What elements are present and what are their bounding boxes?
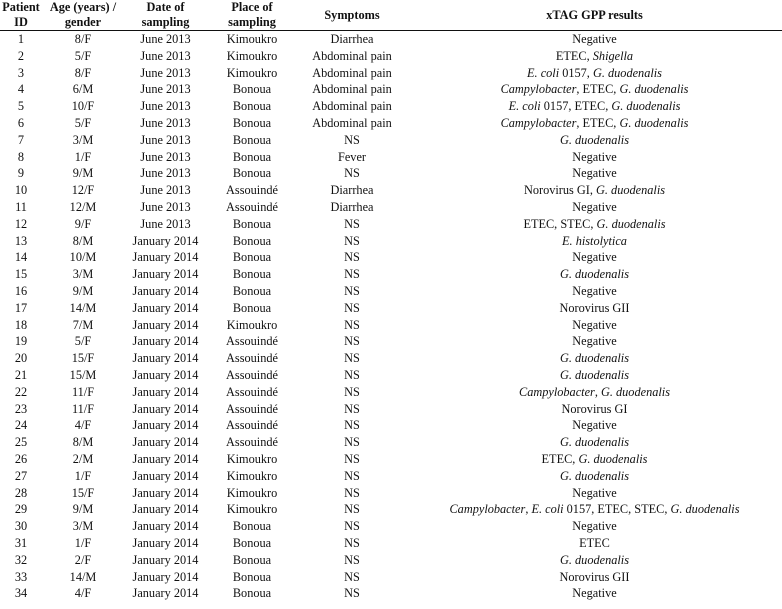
cell-age-gender: 7/M	[72, 317, 94, 332]
cell-result	[407, 367, 782, 384]
cell-age-gender: 8/F	[74, 32, 92, 46]
cell-result	[407, 417, 782, 434]
cell-patient-id: 15	[14, 267, 28, 282]
cell-age-gender: 12/F	[71, 183, 95, 198]
cell-symptoms: NS	[344, 401, 360, 416]
cell-age-gender: 1/F	[74, 468, 92, 483]
table-row	[0, 165, 782, 182]
cell-date: January 2014	[132, 233, 199, 248]
result-organism-italic: G. duodenalis	[592, 65, 662, 80]
result-text: 0157,	[559, 65, 593, 80]
header-age-gender: Age (years) / gender	[42, 0, 124, 31]
cell-date: January 2014	[132, 384, 199, 399]
cell-result	[407, 451, 782, 468]
cell-patient-id: 8	[17, 149, 25, 164]
cell-result	[407, 149, 782, 166]
cell-symptoms: NS	[344, 535, 360, 550]
result-text: Norovirus GI	[561, 401, 628, 416]
cell-patient-id: 2	[17, 48, 25, 63]
cell-patient-id: 27	[14, 468, 28, 483]
table-row	[0, 585, 782, 602]
cell-symptoms: NS	[344, 351, 360, 366]
cell-patient-id: 32	[14, 552, 28, 567]
cell-result	[407, 48, 782, 65]
cell-place: Bonoua	[232, 149, 272, 164]
cell-symptoms: NS	[344, 586, 360, 601]
result-text: Negative	[572, 586, 617, 601]
cell-result	[407, 266, 782, 283]
cell-symptoms: Abdominal pain	[312, 99, 392, 114]
cell-result	[407, 249, 782, 266]
cell-age-gender: 14/M	[69, 569, 97, 584]
cell-date: January 2014	[132, 351, 199, 366]
cell-patient-id: 22	[14, 384, 28, 399]
cell-date: January 2014	[132, 267, 199, 282]
cell-patient-id: 3	[17, 65, 25, 80]
cell-symptoms: Abdominal pain	[312, 115, 392, 130]
header-result: xTAG GPP results	[407, 0, 782, 31]
cell-date: January 2014	[132, 502, 199, 517]
cell-age-gender: 12/M	[69, 199, 97, 214]
cell-age-gender: 2/M	[72, 451, 94, 466]
table-row	[0, 451, 782, 468]
table-row	[0, 48, 782, 65]
cell-age-gender: 4/F	[74, 586, 92, 601]
table-row	[0, 535, 782, 552]
cell-patient-id: 20	[14, 351, 28, 366]
cell-result	[407, 401, 782, 418]
cell-date: January 2014	[132, 367, 199, 382]
result-text: Negative	[572, 32, 617, 46]
cell-date: June 2013	[140, 149, 191, 164]
cell-place: Bonoua	[232, 233, 272, 248]
cell-place: Kimoukro	[226, 32, 278, 46]
cell-symptoms: NS	[344, 552, 360, 567]
cell-symptoms: NS	[344, 300, 360, 315]
cell-place: Kimoukro	[226, 485, 278, 500]
cell-patient-id: 11	[15, 199, 27, 214]
cell-patient-id: 29	[14, 502, 28, 517]
result-text: Negative	[572, 334, 617, 349]
cell-age-gender: 11/F	[71, 401, 95, 416]
table-row	[0, 333, 782, 350]
cell-result	[407, 552, 782, 569]
cell-place: Assouindé	[226, 384, 278, 399]
cell-place: Bonoua	[232, 552, 272, 567]
cell-patient-id: 4	[17, 82, 25, 97]
cell-place: Bonoua	[232, 300, 272, 315]
cell-place: Assouindé	[226, 401, 278, 416]
cell-place: Bonoua	[232, 132, 272, 147]
cell-date: January 2014	[132, 535, 199, 550]
cell-patient-id: 23	[14, 401, 28, 416]
cell-patient-id: 21	[14, 367, 28, 382]
table-row	[0, 518, 782, 535]
cell-result	[407, 115, 782, 132]
result-text: Negative	[572, 317, 617, 332]
table-row	[0, 350, 782, 367]
cell-patient-id: 6	[17, 115, 25, 130]
result-text: Negative	[572, 519, 617, 534]
cell-age-gender: 8/M	[72, 435, 94, 450]
cell-date: June 2013	[140, 99, 191, 114]
table-row	[0, 569, 782, 586]
cell-date: January 2014	[132, 451, 199, 466]
cell-place: Bonoua	[232, 99, 272, 114]
cell-place: Assouindé	[226, 418, 278, 433]
result-organism-italic: Campylobacter	[500, 115, 577, 130]
table-row	[0, 283, 782, 300]
result-organism-italic: G. duodenalis	[596, 216, 666, 231]
result-organism-italic: G. duodenalis	[560, 367, 629, 382]
cell-result	[407, 283, 782, 300]
cell-result	[407, 81, 782, 98]
result-organism-italic: G. duodenalis	[619, 82, 689, 97]
cell-date: June 2013	[140, 183, 191, 198]
result-organism-italic: G. duodenalis	[560, 435, 629, 450]
table-row	[0, 266, 782, 283]
cell-symptoms: NS	[344, 317, 360, 332]
cell-result	[407, 300, 782, 317]
result-organism-italic: G. duodenalis	[619, 115, 689, 130]
cell-symptoms: NS	[344, 435, 360, 450]
cell-symptoms: Diarrhea	[330, 32, 374, 46]
cell-result	[407, 98, 782, 115]
cell-place: Bonoua	[232, 115, 272, 130]
cell-place: Bonoua	[232, 267, 272, 282]
cell-patient-id: 14	[14, 250, 28, 265]
cell-place: Assouindé	[226, 199, 278, 214]
cell-date: June 2013	[140, 115, 191, 130]
cell-place: Bonoua	[232, 166, 272, 181]
table-row	[0, 367, 782, 384]
result-text: Negative	[572, 199, 617, 214]
table-row	[0, 81, 782, 98]
cell-place: Assouindé	[226, 334, 278, 349]
cell-symptoms: NS	[344, 502, 360, 517]
cell-result	[407, 485, 782, 502]
cell-place: Bonoua	[232, 82, 272, 97]
cell-place: Assouindé	[226, 183, 278, 198]
cell-patient-id: 19	[14, 334, 28, 349]
cell-date: June 2013	[140, 82, 191, 97]
cell-result	[407, 233, 782, 250]
cell-symptoms: NS	[344, 283, 360, 298]
cell-patient-id: 33	[14, 569, 28, 584]
cell-date: January 2014	[132, 519, 199, 534]
cell-date: January 2014	[132, 569, 199, 584]
cell-symptoms: NS	[344, 418, 360, 433]
cell-place: Kimoukro	[226, 468, 278, 483]
cell-age-gender: 1/F	[74, 149, 92, 164]
table-row	[0, 317, 782, 334]
cell-patient-id: 18	[14, 317, 28, 332]
cell-symptoms: NS	[344, 132, 360, 147]
cell-age-gender: 9/F	[74, 216, 92, 231]
table-row	[0, 65, 782, 82]
cell-result	[407, 518, 782, 535]
header-place: Place of sampling	[207, 0, 297, 31]
cell-symptoms: Diarrhea	[330, 183, 374, 198]
cell-age-gender: 3/M	[72, 132, 94, 147]
cell-age-gender: 3/M	[72, 519, 94, 534]
result-text: ETEC,	[541, 451, 579, 466]
cell-place: Bonoua	[232, 586, 272, 601]
cell-symptoms: NS	[344, 485, 360, 500]
table-header	[0, 0, 782, 31]
table-row	[0, 98, 782, 115]
cell-result	[407, 468, 782, 485]
result-text: 0157, ETEC,	[540, 99, 612, 114]
cell-date: June 2013	[140, 132, 191, 147]
cell-date: June 2013	[140, 65, 191, 80]
cell-date: January 2014	[132, 435, 199, 450]
cell-patient-id: 5	[17, 99, 25, 114]
result-text: , ETEC,	[576, 115, 620, 130]
cell-age-gender: 10/F	[71, 99, 95, 114]
result-organism-italic: E. histolytica	[562, 233, 627, 248]
cell-date: January 2014	[132, 283, 199, 298]
cell-patient-id: 26	[14, 451, 28, 466]
cell-patient-id: 1	[17, 32, 25, 46]
cell-patient-id: 12	[14, 216, 28, 231]
cell-age-gender: 15/F	[71, 485, 95, 500]
cell-age-gender: 15/F	[71, 351, 95, 366]
cell-symptoms: NS	[344, 216, 360, 231]
cell-symptoms: Abdominal pain	[312, 65, 392, 80]
cell-place: Bonoua	[232, 569, 272, 584]
cell-result	[407, 350, 782, 367]
cell-result	[407, 165, 782, 182]
cell-age-gender: 10/M	[69, 250, 97, 265]
cell-place: Kimoukro	[226, 48, 278, 63]
cell-age-gender: 3/M	[72, 267, 94, 282]
cell-date: January 2014	[132, 250, 199, 265]
cell-result	[407, 569, 782, 586]
result-text: 0157, ETEC, STEC,	[563, 502, 671, 517]
result-text: ,	[525, 502, 532, 517]
cell-place: Assouindé	[226, 435, 278, 450]
cell-place: Assouindé	[226, 367, 278, 382]
result-organism-italic: G. duodenalis	[600, 384, 670, 399]
cell-age-gender: 9/M	[72, 283, 94, 298]
result-organism-italic: Campylobacter	[519, 384, 595, 399]
cell-result	[407, 501, 782, 518]
result-organism-italic: G. duodenalis	[560, 552, 629, 567]
result-organism-italic: E. coli	[508, 99, 541, 114]
cell-result	[407, 132, 782, 149]
cell-age-gender: 4/F	[74, 418, 92, 433]
cell-patient-id: 17	[14, 300, 28, 315]
cell-symptoms: NS	[344, 267, 360, 282]
result-text: , ETEC,	[576, 82, 620, 97]
result-text: Negative	[572, 283, 617, 298]
cell-symptoms: Abdominal pain	[312, 82, 392, 97]
cell-symptoms: NS	[344, 569, 360, 584]
cell-symptoms: NS	[344, 519, 360, 534]
result-organism-italic: G. duodenalis	[560, 351, 629, 366]
cell-result	[407, 434, 782, 451]
cell-date: January 2014	[132, 401, 199, 416]
cell-age-gender: 1/F	[74, 535, 92, 550]
cell-symptoms: Diarrhea	[330, 199, 374, 214]
result-organism-italic: G. duodenalis	[670, 502, 740, 517]
cell-date: January 2014	[132, 418, 199, 433]
header-patient-id: Patient ID	[0, 0, 42, 31]
cell-date: June 2013	[140, 216, 191, 231]
result-organism-italic: G. duodenalis	[596, 183, 666, 198]
cell-result	[407, 333, 782, 350]
table-row	[0, 31, 782, 48]
cell-patient-id: 13	[14, 233, 28, 248]
header-symptoms: Symptoms	[297, 0, 407, 31]
cell-age-gender: 8/F	[74, 65, 92, 80]
table-row	[0, 149, 782, 166]
cell-age-gender: 5/F	[74, 48, 92, 63]
table-row	[0, 132, 782, 149]
header-date: Date of sampling	[124, 0, 207, 31]
cell-date: June 2013	[140, 48, 191, 63]
cell-symptoms: NS	[344, 166, 360, 181]
cell-symptoms: NS	[344, 468, 360, 483]
cell-patient-id: 16	[14, 283, 28, 298]
cell-symptoms: NS	[344, 384, 360, 399]
cell-symptoms: NS	[344, 334, 360, 349]
table-row	[0, 501, 782, 518]
result-text: Negative	[572, 418, 617, 433]
result-text: ETEC,	[555, 48, 593, 63]
cell-age-gender: 6/M	[72, 82, 94, 97]
result-text: Negative	[572, 250, 617, 265]
result-organism-italic: G. duodenalis	[611, 99, 681, 114]
cell-result	[407, 317, 782, 334]
cell-patient-id: 7	[17, 132, 25, 147]
cell-place: Kimoukro	[226, 502, 278, 517]
result-organism-italic: G. duodenalis	[560, 468, 629, 483]
result-organism-italic: E. coli	[531, 502, 564, 517]
result-organism-italic: E. coli	[527, 65, 560, 80]
cell-result	[407, 199, 782, 216]
table-row	[0, 233, 782, 250]
cell-patient-id: 28	[14, 485, 28, 500]
table-row	[0, 199, 782, 216]
result-text: Negative	[572, 149, 617, 164]
cell-date: January 2014	[132, 552, 199, 567]
result-organism-italic: G. duodenalis	[578, 451, 648, 466]
table-row	[0, 384, 782, 401]
cell-result	[407, 216, 782, 233]
cell-date: June 2013	[140, 199, 191, 214]
cell-date: January 2014	[132, 485, 199, 500]
result-text: ETEC	[579, 535, 610, 550]
table-row	[0, 300, 782, 317]
table-body	[0, 31, 782, 603]
cell-place: Bonoua	[232, 535, 272, 550]
cell-place: Bonoua	[232, 216, 272, 231]
cell-place: Bonoua	[232, 283, 272, 298]
header-row	[0, 0, 782, 31]
cell-result	[407, 31, 782, 48]
result-text: ,	[594, 384, 601, 399]
table-row	[0, 434, 782, 451]
cell-place: Kimoukro	[226, 451, 278, 466]
cell-patient-id: 24	[14, 418, 28, 433]
cell-patient-id: 31	[14, 535, 28, 550]
table-row	[0, 249, 782, 266]
table-row	[0, 485, 782, 502]
cell-patient-id: 30	[14, 519, 28, 534]
cell-place: Kimoukro	[226, 317, 278, 332]
cell-date: June 2013	[140, 32, 191, 46]
table-row	[0, 417, 782, 434]
result-organism-italic: G. duodenalis	[560, 267, 629, 282]
cell-result	[407, 585, 782, 602]
cell-age-gender: 9/M	[72, 166, 94, 181]
cell-date: January 2014	[132, 586, 199, 601]
cell-symptoms: NS	[344, 451, 360, 466]
cell-place: Kimoukro	[226, 65, 278, 80]
table-row	[0, 401, 782, 418]
cell-age-gender: 11/F	[71, 384, 95, 399]
table-row	[0, 468, 782, 485]
cell-date: January 2014	[132, 300, 199, 315]
result-text: ETEC, STEC,	[523, 216, 597, 231]
result-organism-italic: G. duodenalis	[560, 132, 629, 147]
cell-place: Assouindé	[226, 351, 278, 366]
cell-patient-id: 25	[14, 435, 28, 450]
cell-symptoms: Abdominal pain	[312, 48, 392, 63]
table-row	[0, 552, 782, 569]
result-text: Norovirus GI,	[523, 183, 597, 198]
result-text: Negative	[572, 485, 617, 500]
result-organism-italic: Campylobacter	[449, 502, 526, 517]
cell-result	[407, 65, 782, 82]
cell-patient-id: 34	[14, 586, 28, 601]
cell-result	[407, 182, 782, 199]
cell-patient-id: 10	[14, 183, 28, 198]
cell-age-gender: 15/M	[69, 367, 97, 382]
cell-symptoms: NS	[344, 250, 360, 265]
cell-place: Bonoua	[232, 519, 272, 534]
cell-age-gender: 5/F	[74, 115, 92, 130]
result-organism-italic: Shigella	[592, 48, 634, 63]
cell-result	[407, 384, 782, 401]
cell-date: June 2013	[140, 166, 191, 181]
cell-place: Bonoua	[232, 250, 272, 265]
cell-date: January 2014	[132, 468, 199, 483]
cell-age-gender: 2/F	[74, 552, 92, 567]
cell-result	[407, 535, 782, 552]
cell-symptoms: NS	[344, 233, 360, 248]
table-row	[0, 115, 782, 132]
cell-date: January 2014	[132, 334, 199, 349]
cell-age-gender: 14/M	[69, 300, 97, 315]
cell-symptoms: NS	[344, 367, 360, 382]
cell-age-gender: 8/M	[72, 233, 94, 248]
table-row	[0, 182, 782, 199]
result-text: Negative	[572, 166, 617, 181]
result-text: Norovirus GII	[559, 300, 630, 315]
cell-symptoms: Fever	[338, 149, 366, 164]
table-row	[0, 216, 782, 233]
result-text: Norovirus GII	[559, 569, 630, 584]
result-organism-italic: Campylobacter	[500, 82, 577, 97]
cell-age-gender: 9/M	[72, 502, 94, 517]
cell-patient-id: 9	[17, 166, 25, 181]
cell-date: January 2014	[132, 317, 199, 332]
cell-age-gender: 5/F	[74, 334, 92, 349]
